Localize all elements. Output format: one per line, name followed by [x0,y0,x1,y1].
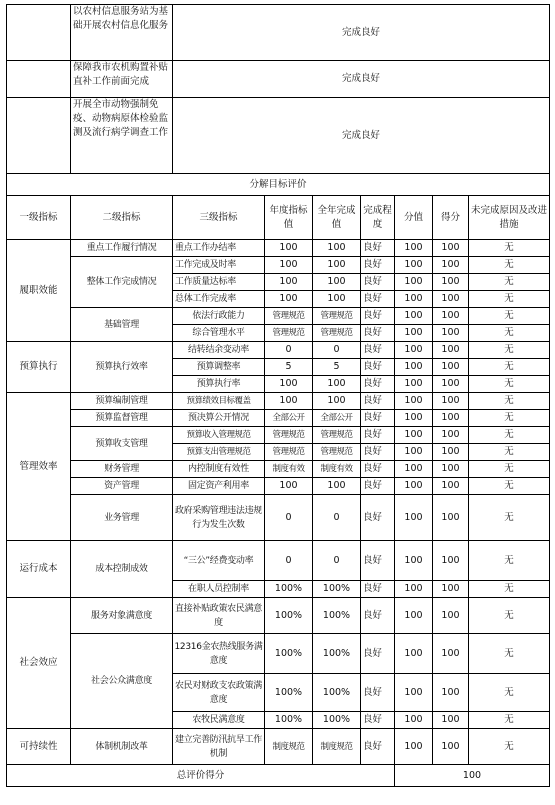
cell-degree: 良好 [361,291,395,308]
cell-done: 100 [313,240,361,257]
cell-l2: 财务管理 [71,461,173,478]
cell-reason: 无 [469,581,550,598]
header-l1: 一级指标 [7,196,71,240]
cell-full: 100 [395,461,433,478]
cell-degree: 良好 [361,427,395,444]
cell-target: 100% [265,674,313,712]
cell-target: 制度规范 [265,729,313,765]
cell-full: 100 [395,393,433,410]
top-row-spacer [7,61,71,98]
cell-target: 100 [265,376,313,393]
cell-got: 100 [433,495,469,541]
cell-got: 100 [433,393,469,410]
cell-full: 100 [395,427,433,444]
table-row [7,634,550,674]
cell-got: 100 [433,325,469,342]
cell-reason: 无 [469,478,550,495]
cell-full: 100 [395,325,433,342]
cell-reason: 无 [469,308,550,325]
cell-full: 100 [395,240,433,257]
cell-got: 100 [433,478,469,495]
cell-reason: 无 [469,427,550,444]
cell-l2: 业务管理 [71,495,173,541]
cell-done: 100 [313,478,361,495]
cell-got: 100 [433,274,469,291]
top-row-result: 完成良好 [173,61,550,98]
cell-done: 100% [313,581,361,598]
cell-got: 100 [433,674,469,712]
cell-degree: 良好 [361,478,395,495]
cell-full: 100 [395,444,433,461]
cell-reason: 无 [469,495,550,541]
cell-done: 管理规范 [313,444,361,461]
cell-l2: 重点工作履行情况 [71,240,173,257]
cell-full: 100 [395,729,433,765]
cell-done: 制度规范 [313,729,361,765]
cell-l2: 基础管理 [71,308,173,342]
cell-done: 100 [313,393,361,410]
cell-full: 100 [395,376,433,393]
cell-target: 100% [265,598,313,634]
cell-target: 100 [265,274,313,291]
cell-reason: 无 [469,257,550,274]
cell-reason: 无 [469,712,550,729]
cell-degree: 良好 [361,308,395,325]
cell-done: 100 [313,291,361,308]
cell-got: 100 [433,291,469,308]
cell-l3: 农牧民满意度 [173,712,265,729]
cell-got: 100 [433,581,469,598]
cell-degree: 良好 [361,274,395,291]
cell-l3: 内控制度有效性 [173,461,265,478]
top-row-text: 以农村信息服务站为基础开展农村信息化服务 [71,5,173,61]
cell-got: 100 [433,308,469,325]
header-score-full: 分值 [395,196,433,240]
cell-reason: 无 [469,240,550,257]
cell-degree: 良好 [361,393,395,410]
table-row [7,257,550,274]
cell-target: 管理规范 [265,427,313,444]
header-l2: 二级指标 [71,196,173,240]
cell-target: 管理规范 [265,444,313,461]
cell-target: 100% [265,712,313,729]
table-row [7,342,550,359]
cell-l1: 可持续性 [7,729,71,765]
cell-degree: 良好 [361,325,395,342]
top-row-text: 开展全市动物强制免疫、动物病原体检验监测及流行病学调查工作 [71,98,173,174]
cell-done: 100 [313,274,361,291]
cell-done: 管理规范 [313,325,361,342]
cell-reason: 无 [469,461,550,478]
cell-l3: 预算执行率 [173,376,265,393]
cell-l2: 资产管理 [71,478,173,495]
cell-target: 100% [265,581,313,598]
cell-l3: 工作完成及时率 [173,257,265,274]
header-reason: 未完成原因及改进措施 [469,196,550,240]
cell-l2: 服务对象满意度 [71,598,173,634]
cell-reason: 无 [469,634,550,674]
cell-l3: 政府采购管理违法违规行为发生次数 [173,495,265,541]
cell-l3: 建立完善防汛抗旱工作机制 [173,729,265,765]
cell-done: 0 [313,541,361,581]
cell-reason: 无 [469,342,550,359]
cell-degree: 良好 [361,376,395,393]
cell-got: 100 [433,257,469,274]
cell-target: 100 [265,240,313,257]
cell-target: 0 [265,495,313,541]
cell-target: 5 [265,359,313,376]
cell-got: 100 [433,541,469,581]
cell-l2: 社会公众满意度 [71,634,173,729]
cell-got: 100 [433,634,469,674]
table-row [7,461,550,478]
cell-l3: 总体工作完成率 [173,291,265,308]
cell-l1: 履职效能 [7,240,71,342]
cell-l2: 成本控制成效 [71,541,173,598]
cell-full: 100 [395,342,433,359]
cell-degree: 良好 [361,410,395,427]
header-year-done: 全年完成值 [313,196,361,240]
cell-target: 100 [265,478,313,495]
cell-degree: 良好 [361,240,395,257]
cell-degree: 良好 [361,634,395,674]
table-row [7,393,550,410]
table-row [7,541,550,581]
cell-full: 100 [395,634,433,674]
total-value: 100 [395,765,550,787]
cell-reason: 无 [469,444,550,461]
cell-target: 100 [265,257,313,274]
top-row [7,98,550,174]
top-row-result: 完成良好 [173,98,550,174]
table-row [7,308,550,325]
cell-target: 100% [265,634,313,674]
cell-got: 100 [433,598,469,634]
cell-done: 100% [313,634,361,674]
cell-degree: 良好 [361,257,395,274]
cell-reason: 无 [469,393,550,410]
cell-got: 100 [433,359,469,376]
cell-l2: 体制机制改革 [71,729,173,765]
cell-reason: 无 [469,598,550,634]
section-title: 分解目标评价 [7,174,550,196]
cell-target: 100 [265,291,313,308]
cell-full: 100 [395,410,433,427]
top-row-result: 完成良好 [173,5,550,61]
cell-l3: 预算调整率 [173,359,265,376]
table-row [7,495,550,541]
cell-reason: 无 [469,410,550,427]
cell-l3: “三公”经费变动率 [173,541,265,581]
cell-l3: 农民对财政支农政策满意度 [173,674,265,712]
cell-got: 100 [433,444,469,461]
cell-got: 100 [433,240,469,257]
table-row [7,427,550,444]
cell-full: 100 [395,291,433,308]
cell-l3: 直接补贴政策农民满意度 [173,598,265,634]
cell-degree: 良好 [361,495,395,541]
top-row-spacer [7,98,71,174]
section-title-row [7,174,550,196]
cell-full: 100 [395,712,433,729]
cell-got: 100 [433,729,469,765]
evaluation-table [6,4,550,787]
cell-done: 100% [313,712,361,729]
total-label: 总评价得分 [7,765,395,787]
top-row-spacer [7,5,71,61]
cell-degree: 良好 [361,461,395,478]
cell-target: 100 [265,393,313,410]
cell-done: 管理规范 [313,427,361,444]
table-row [7,598,550,634]
cell-l1: 运行成本 [7,541,71,598]
header-l3: 三级指标 [173,196,265,240]
cell-l2: 整体工作完成情况 [71,257,173,308]
cell-full: 100 [395,478,433,495]
cell-full: 100 [395,359,433,376]
cell-l3: 预算支出管理规范 [173,444,265,461]
cell-done: 100 [313,257,361,274]
header-score-got: 得分 [433,196,469,240]
cell-target: 制度有效 [265,461,313,478]
cell-degree: 良好 [361,342,395,359]
cell-full: 100 [395,581,433,598]
cell-l3: 综合管理水平 [173,325,265,342]
cell-got: 100 [433,342,469,359]
total-row [7,765,550,787]
cell-l3: 预算收入管理规范 [173,427,265,444]
cell-l3: 结转结余变动率 [173,342,265,359]
cell-reason: 无 [469,541,550,581]
cell-full: 100 [395,495,433,541]
cell-l3: 预算绩效目标覆盖 [173,393,265,410]
cell-done: 100 [313,376,361,393]
cell-degree: 良好 [361,581,395,598]
cell-degree: 良好 [361,444,395,461]
header-row [7,196,550,240]
cell-done: 制度有效 [313,461,361,478]
cell-full: 100 [395,674,433,712]
cell-reason: 无 [469,674,550,712]
cell-got: 100 [433,376,469,393]
cell-target: 0 [265,342,313,359]
cell-l1: 管理效率 [7,393,71,541]
cell-reason: 无 [469,274,550,291]
cell-reason: 无 [469,291,550,308]
cell-l3: 工作质量达标率 [173,274,265,291]
cell-reason: 无 [469,325,550,342]
cell-target: 全部公开 [265,410,313,427]
cell-degree: 良好 [361,674,395,712]
header-year-target: 年度指标值 [265,196,313,240]
table-row [7,478,550,495]
cell-got: 100 [433,712,469,729]
cell-degree: 良好 [361,541,395,581]
cell-reason: 无 [469,376,550,393]
cell-done: 100% [313,598,361,634]
cell-l1: 预算执行 [7,342,71,393]
cell-l3: 12316金农热线服务满意度 [173,634,265,674]
cell-l2: 预算执行效率 [71,342,173,393]
cell-target: 管理规范 [265,325,313,342]
cell-target: 管理规范 [265,308,313,325]
top-row [7,5,550,61]
cell-l2: 预算编制管理 [71,393,173,410]
cell-l3: 固定资产利用率 [173,478,265,495]
top-row-text: 保障我市农机购置补贴直补工作前面完成 [71,61,173,98]
cell-done: 全部公开 [313,410,361,427]
cell-degree: 良好 [361,598,395,634]
cell-reason: 无 [469,729,550,765]
cell-done: 0 [313,342,361,359]
cell-done: 5 [313,359,361,376]
cell-done: 管理规范 [313,308,361,325]
cell-got: 100 [433,410,469,427]
cell-l3: 在职人员控制率 [173,581,265,598]
cell-done: 0 [313,495,361,541]
cell-full: 100 [395,274,433,291]
cell-target: 0 [265,541,313,581]
cell-l3: 重点工作办结率 [173,240,265,257]
table-row [7,410,550,427]
cell-got: 100 [433,427,469,444]
cell-got: 100 [433,461,469,478]
cell-degree: 良好 [361,729,395,765]
cell-l2: 预算收支管理 [71,427,173,461]
cell-full: 100 [395,308,433,325]
cell-full: 100 [395,257,433,274]
top-row [7,61,550,98]
cell-l3: 依法行政能力 [173,308,265,325]
cell-full: 100 [395,541,433,581]
cell-degree: 良好 [361,712,395,729]
cell-l2: 预算监督管理 [71,410,173,427]
cell-degree: 良好 [361,359,395,376]
cell-done: 100% [313,674,361,712]
cell-l3: 预决算公开情况 [173,410,265,427]
cell-l1: 社会效应 [7,598,71,729]
header-degree: 完成程度 [361,196,395,240]
table-row [7,240,550,257]
cell-reason: 无 [469,359,550,376]
table-row [7,729,550,765]
cell-full: 100 [395,598,433,634]
